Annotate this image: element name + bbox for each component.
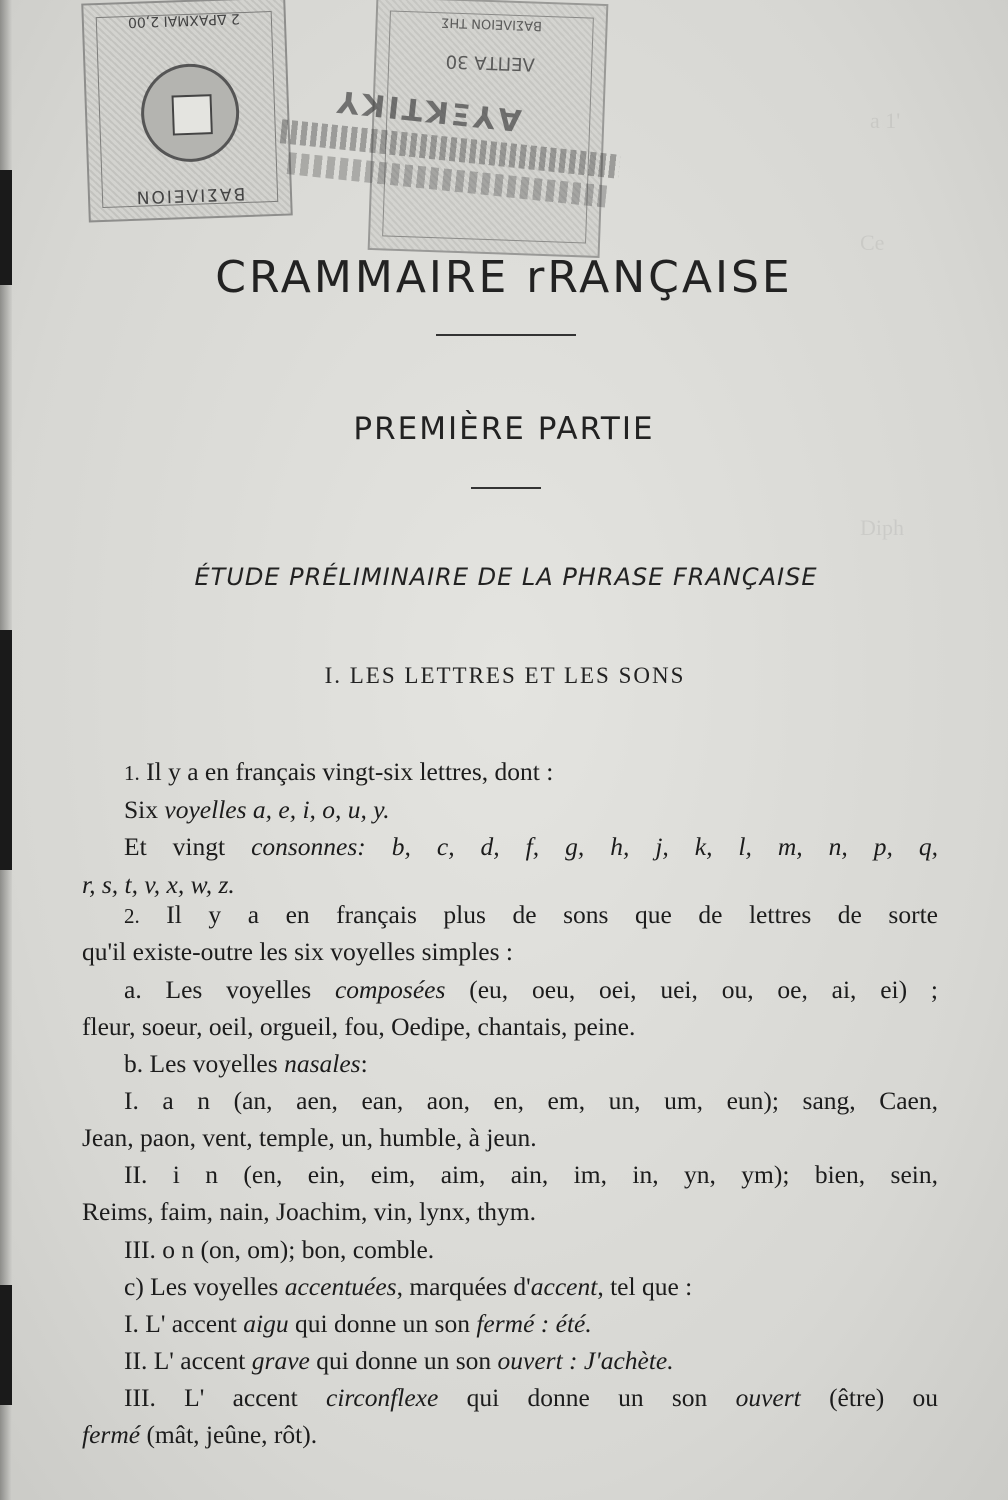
revenue-stamp — [81, 0, 293, 222]
accent-grave-line: II. L' accent grave qui donne un son ouvert : J'achète. — [124, 1346, 674, 1375]
vowels-line: Six voyelles a, e, i, o, u, y. — [124, 795, 390, 824]
stamp-bottom-text: ΒΑΣΙΛΕΙΟΝ — [134, 183, 246, 207]
nasal-in-examples: Reims, faim, nain, Joachim, vin, lynx, thym. — [82, 1197, 536, 1226]
section-heading: I. LES LETTRES ET LES SONS — [324, 663, 686, 688]
bleed-through-text: Ce — [860, 230, 885, 255]
paragraph-number: 1. — [124, 761, 140, 785]
nasal-on-line: III. o n (on, om); bon, comble. — [124, 1235, 435, 1264]
consonants-line: Et vingt consonnes: b, c, d, f, g, h, j, k, l, m, n, p, q, — [124, 832, 938, 861]
bleed-through-text: Diph — [860, 515, 904, 540]
part-divider — [471, 487, 541, 489]
paragraph-1-line: 1. Il y a en français vingt-six lettres, dont : — [124, 757, 554, 786]
nasal-an-line: I. a n (an, aen, ean, aon, en, em, un, um, eun); sang, Caen, — [124, 1086, 938, 1115]
binding-mark — [0, 1285, 12, 1405]
composed-vowels-examples: fleur, soeur, oeil, orgueil, fou, Oedipe, chantais, peine. — [82, 1012, 636, 1041]
stamp-top-text: 2 ΔΡΑΧΜΑΙ 2,00 — [127, 10, 241, 31]
consonants-line-2: r, s, t, v, x, w, z. — [82, 870, 235, 899]
nasal-an-examples: Jean, paon, vent, temple, un, humble, à jeun. — [82, 1123, 537, 1152]
stamp-top-text: ΒΑΣΙΛΕΙΟΝ ΤΗΣ — [440, 14, 543, 33]
nasal-in-line: II. i n (en, ein, eim, aim, ain, im, in, yn, ym); bien, sein, — [124, 1160, 938, 1189]
postmark-text: ΑΥΞΚΤΙΚΥ — [332, 82, 524, 138]
chapter-heading: ÉTUDE PRÉLIMINAIRE DE LA PHRASE FRANÇAISE — [194, 563, 818, 591]
paragraph-2-line: qu'il existe-outre les six voyelles simples : — [82, 937, 513, 966]
paragraph-2-line: 2. Il y a en français plus de sons que de lettres de sorte — [124, 900, 938, 929]
accented-vowels-line: c) Les voyelles accentuées, marquées d'accent, tel que : — [124, 1272, 693, 1301]
page-spine — [0, 0, 12, 1500]
title-divider — [436, 334, 576, 336]
page-title: CRAMMAIRE rRANÇAISE — [215, 252, 793, 303]
bleed-through-text: a 1' — [870, 108, 901, 133]
composed-vowels-line: a. Les voyelles composées (eu, oeu, oei, uei, ou, oe, ai, ei) ; — [124, 975, 939, 1004]
cross-icon — [171, 94, 212, 135]
part-heading: PREMIÈRE PARTIE — [353, 411, 655, 447]
accent-aigu-line: I. L' accent aigu qui donne un son fermé : été. — [124, 1309, 592, 1338]
accent-circonflexe-examples: fermé (mât, jeûne, rôt). — [82, 1420, 318, 1449]
accent-circonflexe-line: III. L' accent circonflexe qui donne un son ouvert (être) ou — [124, 1383, 939, 1412]
nasal-vowels-line: b. Les voyelles nasales: — [124, 1049, 368, 1078]
stamp-value-text: ΛΕΠΤΑ 30 — [445, 50, 536, 75]
paragraph-number: 2. — [124, 904, 140, 928]
